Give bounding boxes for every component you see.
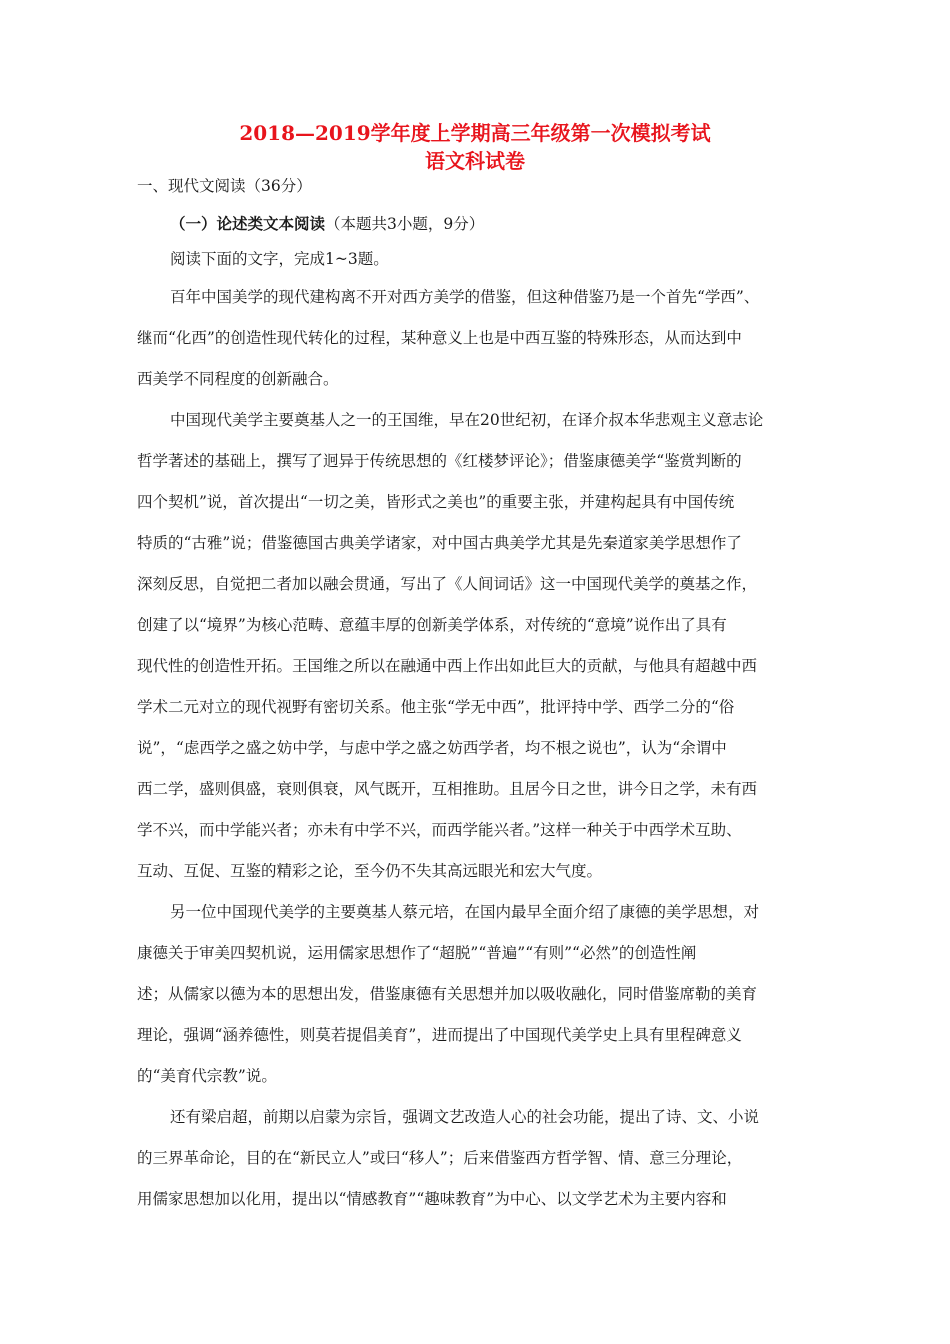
exam-title: 2018—2019学年度上学期高三年级第一次模拟考试 xyxy=(239,121,711,145)
passage-line: 四个契机”说，首次提出“一切之美，皆形式之美也”的重要主张，并建构起具有中国传统 xyxy=(137,493,735,511)
passage-line: 用儒家思想加以化用，提出以“情感教育”“趣味教育”为中心、以文学艺术为主要内容和 xyxy=(137,1190,727,1208)
passage-line: 继而“化西”的创造性现代转化的过程，某种意义上也是中西互鉴的特殊形态，从而达到中 xyxy=(137,329,742,347)
subsection-title: （一）论述类文本阅读 xyxy=(170,214,326,233)
passage-line: 百年中国美学的现代建构离不开对西方美学的借鉴，但这种借鉴乃是一个首先“学西”、 xyxy=(170,288,760,306)
passage-line: 西二学，盛则俱盛，衰则俱衰，风气既开，互相推助。且居今日之世，讲今日之学，未有西 xyxy=(137,780,758,798)
passage-line: 深刻反思，自觉把二者加以融会贯通，写出了《人间词话》这一中国现代美学的奠基之作， xyxy=(137,575,758,593)
reading-instruction: 阅读下面的文字，完成1~3题。 xyxy=(170,250,389,268)
subsection-note: （本题共3小题，9分） xyxy=(325,215,485,233)
passage-line: 西美学不同程度的创新融合。 xyxy=(137,370,339,388)
passage-line: 另一位中国现代美学的主要奠基人蔡元培，在国内最早全面介绍了康德的美学思想，对 xyxy=(170,903,760,921)
passage-line: 的三界革命论，目的在“新民立人”或曰“移人”；后来借鉴西方哲学智、情、意三分理论， xyxy=(137,1149,743,1167)
passage-line: 理论，强调“涵养德性，则莫若提倡美育”，进而提出了中国现代美学史上具有里程碑意义 xyxy=(137,1026,742,1044)
passage-line: 中国现代美学主要奠基人之一的王国维，早在20世纪初，在译介叔本华悲观主义意志论 xyxy=(170,411,764,429)
section-heading: 一、现代文阅读（36分） xyxy=(137,177,312,195)
exam-subtitle: 语文科试卷 xyxy=(425,149,525,173)
passage-line: 述；从儒家以德为本的思想出发，借鉴康德有关思想并加以吸收融化，同时借鉴席勒的美育 xyxy=(137,985,758,1003)
subsection-heading xyxy=(170,214,484,234)
passage-line: 哲学著述的基础上，撰写了迥异于传统思想的《红楼梦评论》；借鉴康德美学“鉴赏判断的 xyxy=(137,452,742,470)
passage-line: 互动、互促、互鉴的精彩之论，至今仍不失其高远眼光和宏大气度。 xyxy=(137,862,603,880)
passage-line: 说”，“虑西学之盛之妨中学，与虑中学之盛之妨西学者，均不根之说也”，认为“余谓中 xyxy=(137,739,727,757)
passage-line: 还有梁启超，前期以启蒙为宗旨，强调文艺改造人心的社会功能，提出了诗、文、小说 xyxy=(170,1108,760,1126)
passage-line: 学术二元对立的现代视野有密切关系。他主张“学无中西”，批评持中学、西学二分的“俗 xyxy=(137,698,735,716)
passage-line: 康德关于审美四契机说，运用儒家思想作了“超脱”“普遍”“有则”“必然”的创造性阐 xyxy=(137,944,697,962)
passage-line: 现代性的创造性开拓。王国维之所以在融通中西上作出如此巨大的贡献，与他具有超越中西 xyxy=(137,657,758,675)
passage-line: 特质的“古雅”说；借鉴德国古典美学诸家，对中国古典美学尤其是先秦道家美学思想作了 xyxy=(137,534,742,552)
passage-line: 学不兴，而中学能兴者；亦未有中学不兴，而西学能兴者。”这样一种关于中西学术互助、 xyxy=(137,821,742,839)
passage-line: 的“美育代宗教”说。 xyxy=(137,1067,277,1085)
passage-line: 创建了以“境界”为核心范畴、意蕴丰厚的创新美学体系，对传统的“意境”说作出了具有 xyxy=(137,616,727,634)
